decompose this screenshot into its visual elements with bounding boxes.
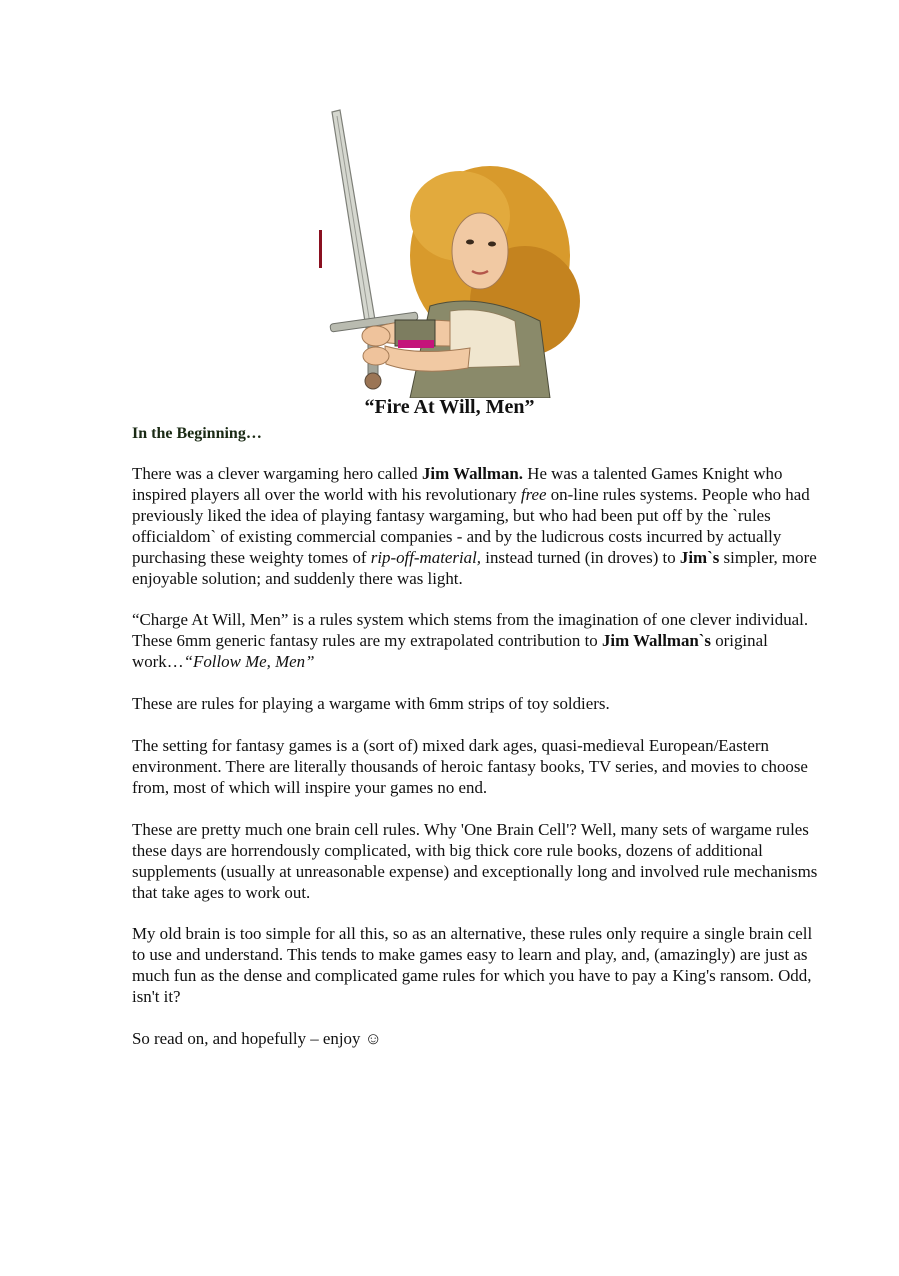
paragraph-2: “Charge At Will, Men” is a rules system which stems from the imagination of one clever individual. These 6mm generic fantasy rules are my extrapolated contribution to Jim Wallman`s original work…“Follow Me, Men”: [132, 610, 809, 672]
red-mark: [319, 230, 322, 268]
sword-blade: [332, 110, 376, 328]
document-title: “Fire At Will, Men”: [364, 396, 535, 418]
sword-fuller: [337, 116, 370, 324]
paragraph-6: My old brain is too simple for all this, so as an alternative, these rules only require a single brain cell to use and understand. This tends to make games easy to learn and play, and, (amazingly) are just as much fun as the dense and complicated game rules for which you have to pay a King's ransom. Odd, isn't it?: [132, 924, 813, 1007]
warrior-woman-illustration: [300, 106, 590, 398]
hand: [362, 326, 390, 346]
sword-pommel: [365, 373, 381, 389]
face: [452, 213, 508, 289]
paragraph-3: These are rules for playing a wargame with 6mm strips of toy soldiers.: [132, 694, 610, 714]
paragraph-4: The setting for fantasy games is a (sort of) mixed dark ages, quasi-medieval European/Eastern environment. There are literally thousands of heroic fantasy books, TV series, and movies to choose from, most of which will inspire your games no end.: [132, 736, 808, 797]
paragraph-1: There was a clever wargaming hero called Jim Wallman. He was a talented Games Knight who inspired players all over the world with his revolutionary free on-line rules systems. People who had previously liked the idea of playing fantasy wargaming, but who had been put off by the `rules officialdom` of existing commercial companies - and by the ludicrous costs incurred by actually purchasing these weighty tomes of rip-off-material, instead turned (in droves) to Jim`s simpler, more enjoyable solution; and suddenly there was light.: [132, 464, 817, 588]
paragraph-7: So read on, and hopefully – enjoy ☺: [132, 1029, 382, 1049]
body-text: [132, 464, 822, 1071]
paragraph-5: These are pretty much one brain cell rules. Why 'One Brain Cell'? Well, many sets of wargame rules these days are horrendously complicated, with big thick core rule books, dozens of additional supplements (usually at unreasonable expense) and exceptionally long and involved rule mechanisms that take ages to work out.: [132, 819, 818, 902]
section-heading: In the Beginning…: [132, 425, 262, 442]
